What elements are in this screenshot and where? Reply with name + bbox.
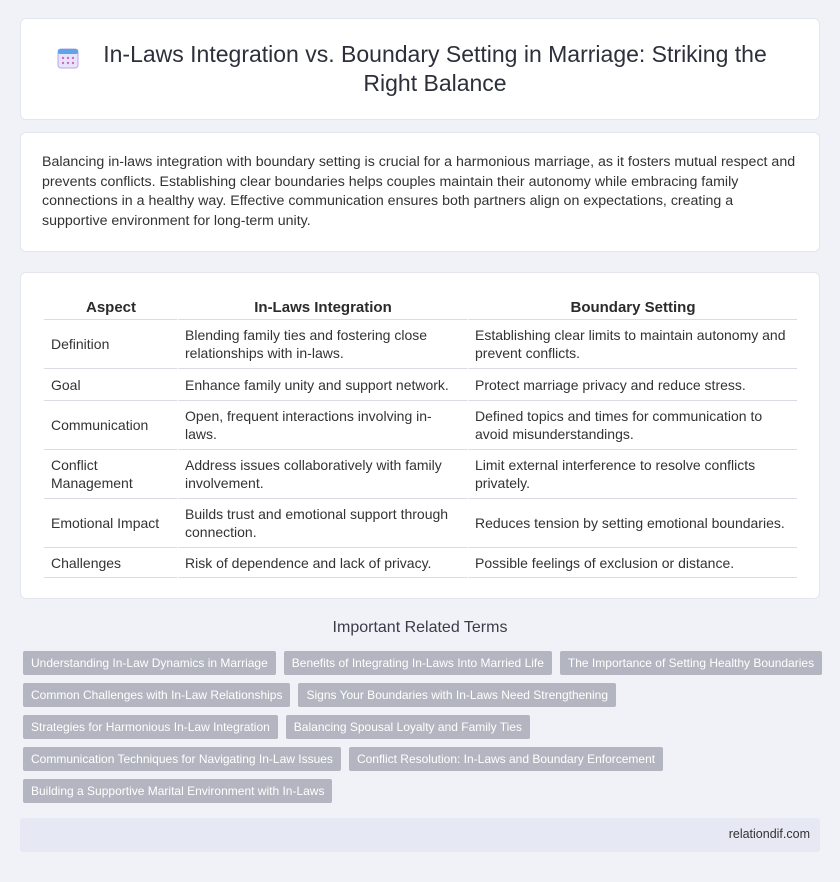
- table-row: [43, 400, 797, 449]
- cell-integration: Builds trust and emotional support through connection.: [177, 498, 467, 547]
- related-term-tag[interactable]: Building a Supportive Marital Environment with In-Laws: [23, 779, 332, 803]
- related-term-tag[interactable]: Strategies for Harmonious In-Law Integration: [23, 715, 278, 739]
- table-row: [43, 368, 797, 400]
- related-term-tag[interactable]: The Importance of Setting Healthy Boundaries: [560, 651, 822, 675]
- header-aspect: Aspect: [43, 295, 177, 319]
- table-header-row: [43, 295, 797, 319]
- cell-integration: Blending family ties and fostering close relationships with in-laws.: [177, 319, 467, 368]
- related-term-tag[interactable]: Understanding In-Law Dynamics in Marriage: [23, 651, 276, 675]
- cell-aspect: Emotional Impact: [43, 498, 177, 547]
- cell-boundary: Defined topics and times for communication to avoid misunderstandings.: [467, 400, 797, 449]
- header-card: [20, 18, 820, 120]
- cell-aspect: Conflict Management: [43, 449, 177, 498]
- related-term-tag[interactable]: Signs Your Boundaries with In-Laws Need Strengthening: [298, 683, 616, 707]
- intro-card: [20, 132, 820, 252]
- page-title: In-Laws Integration vs. Boundary Setting in Marriage: Striking the Right Balance: [103, 41, 767, 96]
- cell-integration: Open, frequent interactions involving in-laws.: [177, 400, 467, 449]
- cell-integration: Enhance family unity and support network.: [177, 368, 467, 400]
- intro-paragraph: Balancing in-laws integration with boundary setting is crucial for a harmonious marriage, as it fosters mutual respect and prevents conflicts. Establishing clear boundaries helps couples maintain their autonomy while embracing family connections in a healthy way. Effective communication ensures both partners align on expectations, creating a supportive environment for long-term unity.: [42, 154, 796, 229]
- header-in-laws-integration: In-Laws Integration: [177, 295, 467, 319]
- comparison-table-card: [20, 272, 820, 599]
- cell-aspect: Challenges: [43, 547, 177, 578]
- cell-aspect: Goal: [43, 368, 177, 400]
- cell-boundary: Limit external interference to resolve conflicts privately.: [467, 449, 797, 498]
- related-term-tag[interactable]: Conflict Resolution: In-Laws and Boundary Enforcement: [349, 747, 663, 771]
- cell-boundary: Establishing clear limits to maintain autonomy and prevent conflicts.: [467, 319, 797, 368]
- table-row: [43, 449, 797, 498]
- related-term-tag[interactable]: Benefits of Integrating In-Laws Into Married Life: [284, 651, 552, 675]
- table-row: [43, 547, 797, 578]
- related-terms-list: [23, 651, 823, 811]
- cell-boundary: Reduces tension by setting emotional boundaries.: [467, 498, 797, 547]
- related-terms-heading: Important Related Terms: [332, 619, 508, 636]
- table-row: [43, 319, 797, 368]
- cell-integration: Risk of dependence and lack of privacy.: [177, 547, 467, 578]
- cell-aspect: Definition: [43, 319, 177, 368]
- cell-aspect: Communication: [43, 400, 177, 449]
- related-term-tag[interactable]: Common Challenges with In-Law Relationships: [23, 683, 290, 707]
- cell-boundary: Protect marriage privacy and reduce stress.: [467, 368, 797, 400]
- table-row: [43, 498, 797, 547]
- cell-boundary: Possible feelings of exclusion or distance.: [467, 547, 797, 578]
- comparison-table: [43, 295, 797, 578]
- footer-site-link[interactable]: relationdif.com: [728, 827, 810, 841]
- cell-integration: Address issues collaboratively with family involvement.: [177, 449, 467, 498]
- footer: [20, 818, 820, 852]
- header-boundary-setting: Boundary Setting: [467, 295, 797, 319]
- related-term-tag[interactable]: Communication Techniques for Navigating In-Law Issues: [23, 747, 341, 771]
- related-term-tag[interactable]: Balancing Spousal Loyalty and Family Ties: [286, 715, 530, 739]
